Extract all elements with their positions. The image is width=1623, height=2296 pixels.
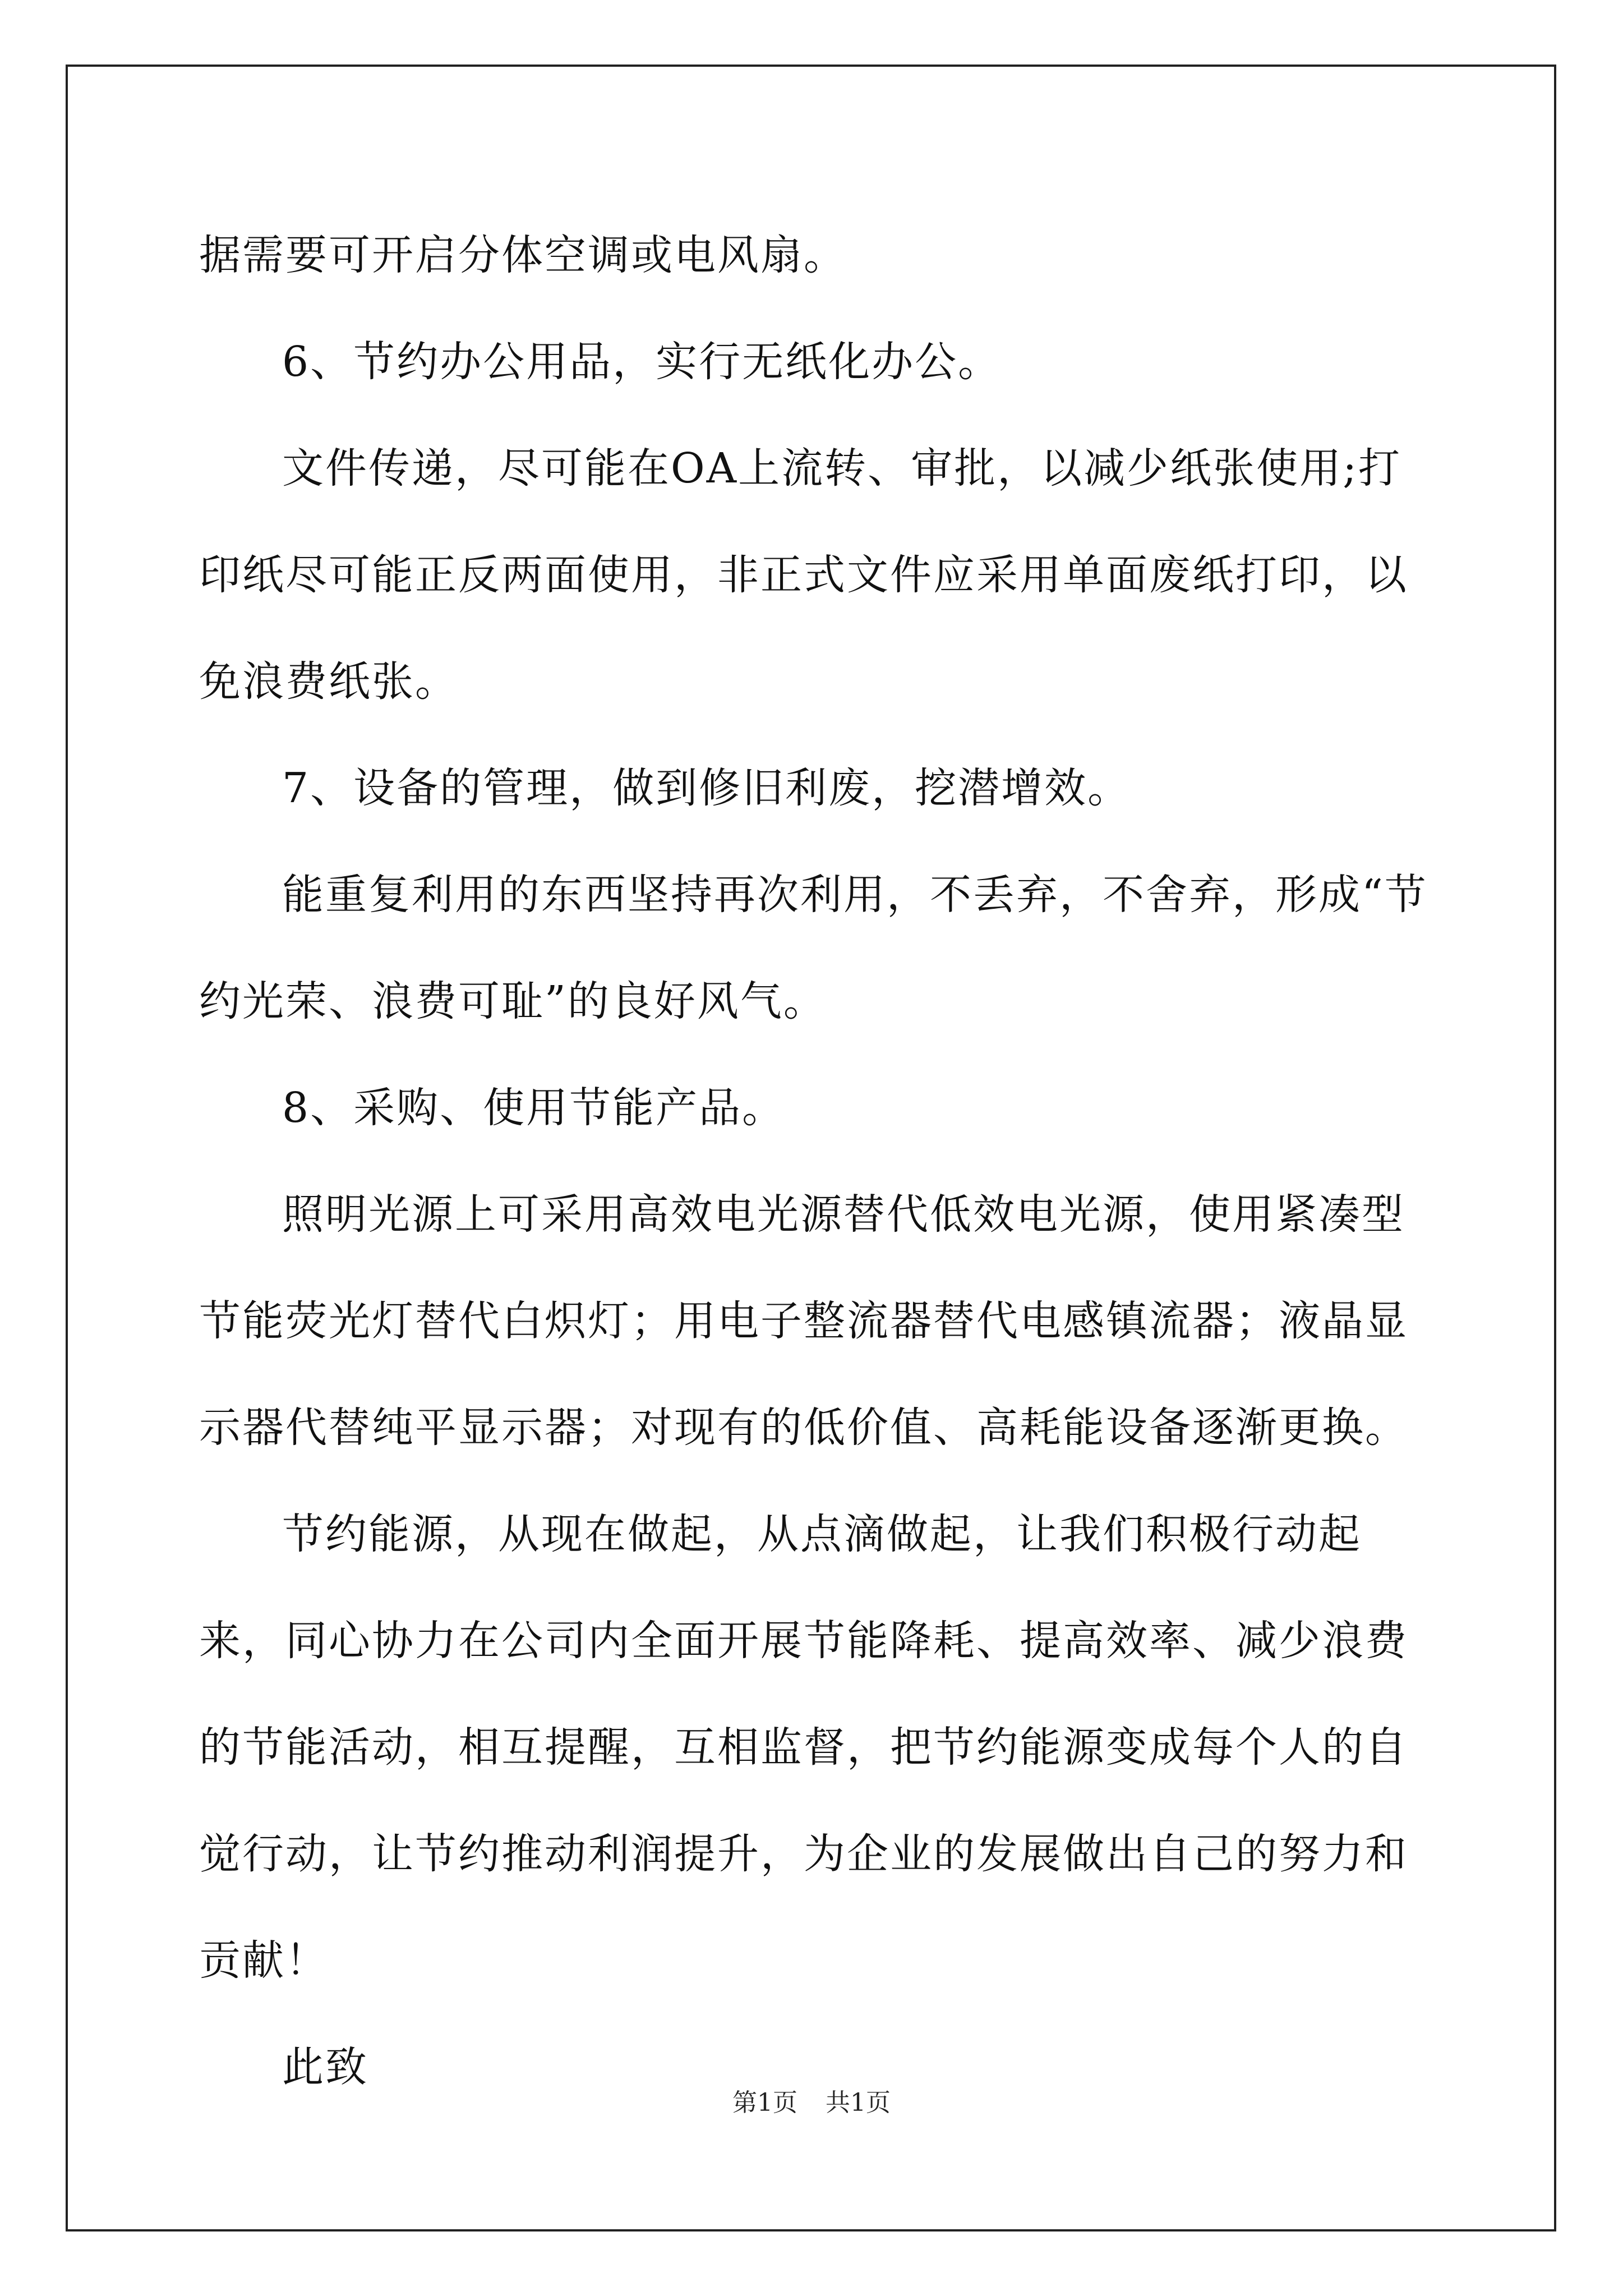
- page-footer: [0, 2082, 1623, 2118]
- page-number-total: 共1页: [826, 2088, 891, 2117]
- paragraph-9: 此致: [282, 2043, 368, 2091]
- paragraph-7: 照明光源上可采用高效电光源替代低效电光源，使用紧凑型节能荧光灯替代白炽灯；用电子整流器替代电感镇流器；液晶显示器代替纯平显示器；对现有的低价值、高耗能设备逐渐更换。: [199, 1190, 1408, 1452]
- page-number-current: 第1页: [732, 2088, 797, 2117]
- paragraph-4: 7、设备的管理，做到修旧利废，挖潜增效。: [282, 764, 1131, 812]
- paragraph-5: 能重复利用的东西坚持再次利用，不丢弃，不舍弃，形成“节约光荣、浪费可耻”的良好风气。: [199, 871, 1428, 1025]
- paragraph-8: 节约能源，从现在做起，从点滴做起，让我们积极行动起来，同心协力在公司内全面开展节能降耗、提高效率、减少浪费的节能活动，相互提醒，互相监督，把节约能源变成每个人的自觉行动，让节约推动利润提升，为企业的发展做出自己的努力和贡献！: [199, 1510, 1408, 1985]
- paragraph-6: 8、采购、使用节能产品。: [282, 1084, 786, 1132]
- paragraph-2: 6、节约办公用品，实行无纸化办公。: [282, 338, 1002, 386]
- paragraph-3: 文件传递，尽可能在OA上流转、审批，以减少纸张使用;打印纸尽可能正反两面使用，非正式文件应采用单面废纸打印，以免浪费纸张。: [199, 444, 1408, 706]
- document-body: [199, 202, 1438, 2120]
- paragraph-1: 据需要可开启分体空调或电风扇。: [199, 231, 847, 279]
